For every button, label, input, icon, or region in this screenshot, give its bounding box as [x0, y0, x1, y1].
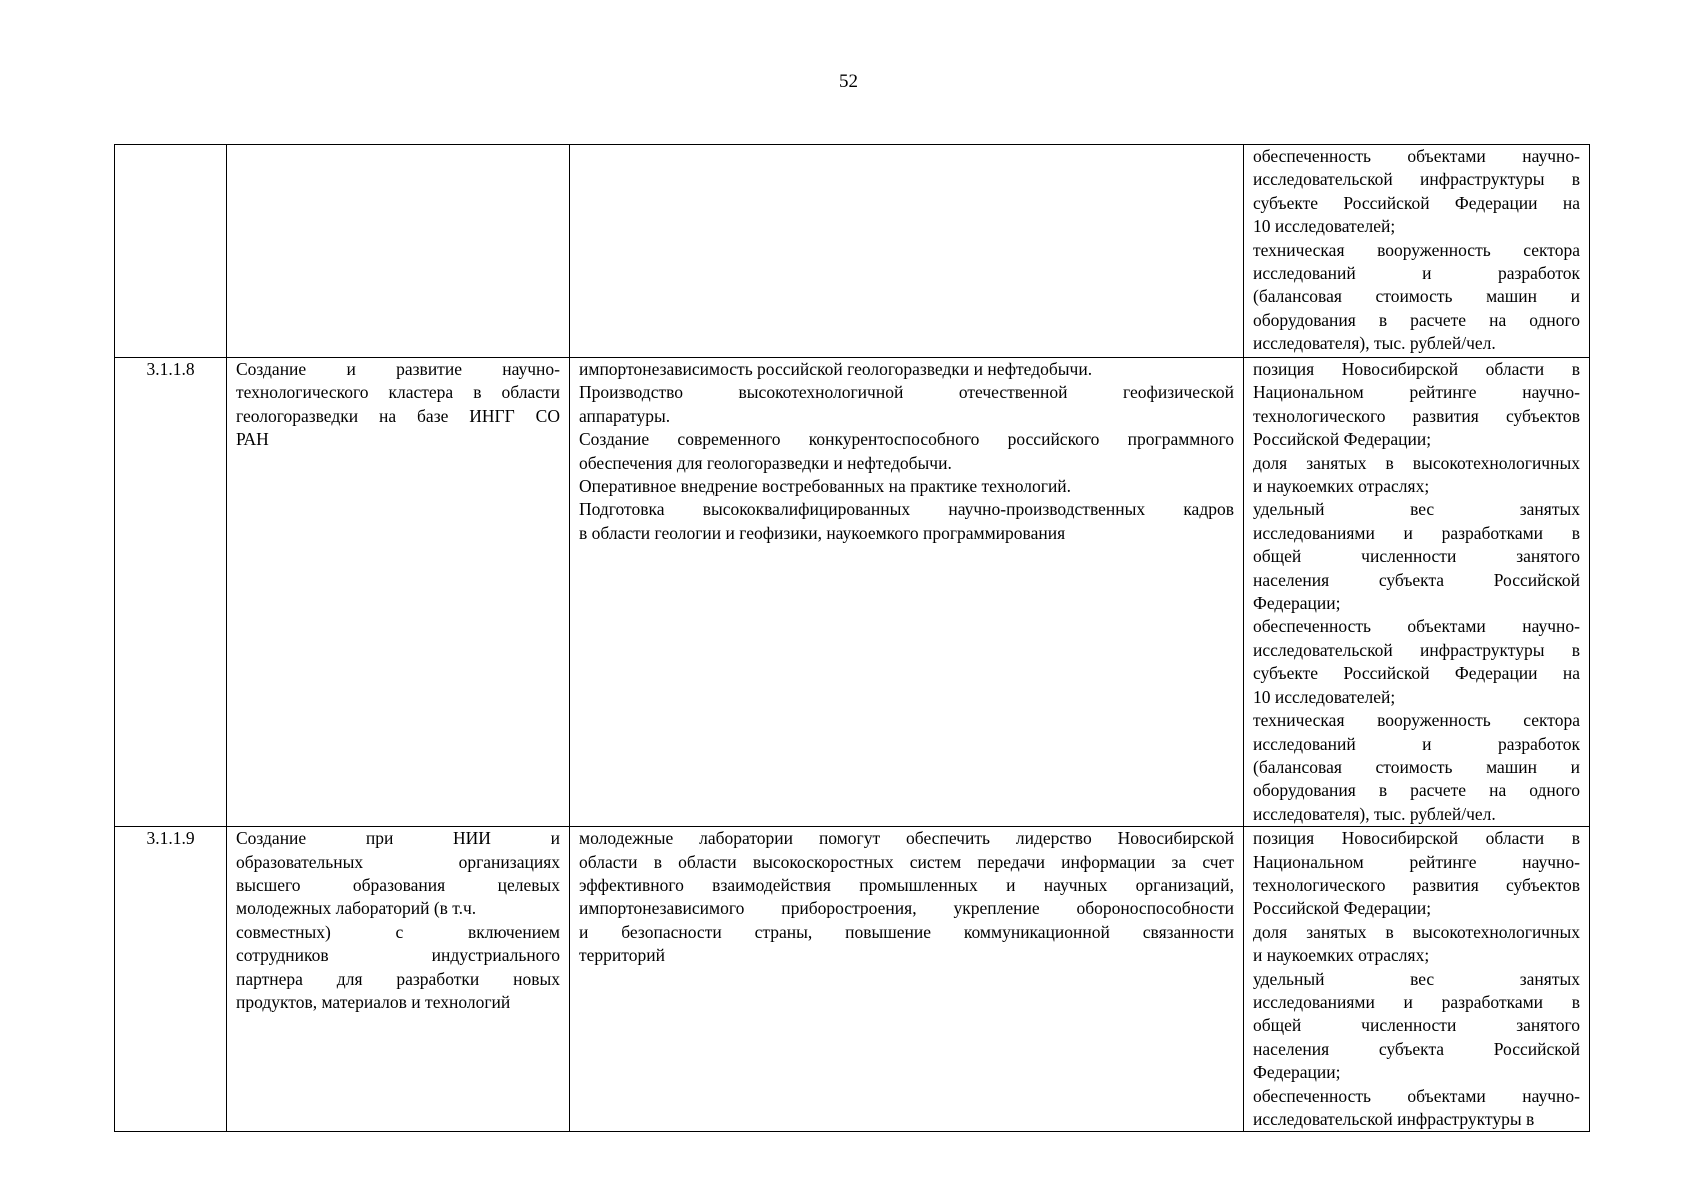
text-line: исследовательской инфраструктуры в [1253, 1109, 1535, 1129]
text-line: населения субъекта Российской [1253, 1038, 1580, 1059]
text-line: техническая вооруженность сектора [1253, 710, 1580, 731]
text-line: оборудования в расчете на одного [1253, 309, 1580, 330]
effect-description-cell [570, 827, 1244, 1132]
text-line: технологического кластера в области [236, 382, 560, 403]
table-row [115, 827, 1590, 1132]
text-line: молодежные лаборатории помогут обеспечить лидерство Новосибирской [579, 828, 1234, 849]
text-line: обеспеченность объектами научно- [1253, 616, 1580, 637]
text-line: исследовательской инфраструктуры в [1253, 639, 1580, 660]
text-line: Федерации; [1253, 593, 1341, 614]
text-line: субъекте Российской Федерации на [1253, 663, 1580, 684]
text-line: совместных) с включением [236, 921, 560, 942]
text-line: удельный вес занятых [1253, 499, 1580, 520]
measure-name-cell [227, 145, 570, 358]
text-line: и наукоемких отраслях; [1253, 476, 1430, 497]
text-line: Российской Федерации; [1253, 898, 1432, 919]
text-line: Создание современного конкурентоспособного российского программного [579, 429, 1234, 450]
text-line: оборудования в расчете на одного [1253, 780, 1580, 801]
text-line: обеспеченность объектами научно- [1253, 1085, 1580, 1106]
measures-table [114, 144, 1590, 1132]
text-line: Производство высокотехнологичной отечественной геофизической [579, 382, 1234, 403]
text-line: исследованиями и разработками в [1253, 991, 1580, 1012]
text-line: позиция Новосибирской области в [1253, 828, 1580, 849]
text-line: эффективного взаимодействия промышленных и научных организаций, [579, 874, 1234, 895]
text-line: исследований и разработок [1253, 263, 1580, 284]
indicators-cell [1244, 358, 1590, 827]
text-line: импортонезависимость российской геологоразведки и нефтедобычи. [579, 359, 1093, 379]
text-line: обеспеченность объектами научно- [1253, 146, 1580, 166]
text-line: исследователя), тыс. рублей/чел. [1253, 333, 1496, 354]
table-row [115, 358, 1590, 827]
indicators-cell [1244, 145, 1590, 358]
table-row [115, 145, 1590, 358]
text-line: обеспечения для геологоразведки и нефтедобычи. [579, 452, 952, 473]
text-line: в области геологии и геофизики, наукоемкого программирования [579, 522, 1066, 543]
effect-description-cell [570, 358, 1244, 827]
text-line: позиция Новосибирской области в [1253, 359, 1580, 379]
text-line: доля занятых в высокотехнологичных [1253, 921, 1580, 942]
measure-name-cell [227, 827, 570, 1132]
text-line: удельный вес занятых [1253, 968, 1580, 989]
measure-name-cell [227, 358, 570, 827]
text-line: молодежных лабораторий (в т.ч. [236, 898, 477, 919]
text-line: образовательных организациях [236, 851, 560, 872]
text-line: территорий [579, 945, 665, 966]
text-line: Федерации; [1253, 1062, 1341, 1083]
row-number-cell: 3.1.1.8 [115, 358, 227, 827]
text-line: субъекте Российской Федерации на [1253, 192, 1580, 213]
text-line: Подготовка высококвалифицированных научно-производственных кадров [579, 499, 1234, 520]
effect-description-cell [570, 145, 1244, 358]
text-line: доля занятых в высокотехнологичных [1253, 452, 1580, 473]
text-line: Национальном рейтинге научно- [1253, 382, 1580, 403]
text-line: исследователя), тыс. рублей/чел. [1253, 803, 1496, 824]
text-line: партнера для разработки новых [236, 968, 560, 989]
text-line: импортонезависимого приборостроения, укрепление обороноспособности [579, 898, 1234, 919]
text-line: (балансовая стоимость машин и [1253, 286, 1580, 307]
text-line: продуктов, материалов и технологий [236, 991, 511, 1012]
text-line: общей численности занятого [1253, 1015, 1580, 1036]
text-line: РАН [236, 429, 269, 450]
text-line: геологоразведки на базе ИНГГ СО [236, 405, 560, 426]
table-body [115, 145, 1590, 1132]
text-line: 10 исследователей; [1253, 216, 1396, 237]
text-line: исследованиями и разработками в [1253, 522, 1580, 543]
text-line: технологического развития субъектов [1253, 405, 1580, 426]
row-number-cell: 3.1.1.9 [115, 827, 227, 1132]
text-line: Создание при НИИ и [236, 828, 560, 849]
text-line: населения субъекта Российской [1253, 569, 1580, 590]
indicators-cell [1244, 827, 1590, 1132]
text-line: 10 исследователей; [1253, 686, 1396, 707]
text-line: техническая вооруженность сектора [1253, 239, 1580, 260]
text-line: исследовательской инфраструктуры в [1253, 169, 1580, 190]
text-line: Оперативное внедрение востребованных на практике технологий. [579, 476, 1072, 497]
text-line: общей численности занятого [1253, 546, 1580, 567]
text-line: Создание и развитие научно- [236, 359, 560, 379]
text-line: аппаратуры. [579, 405, 671, 426]
text-line: Российской Федерации; [1253, 429, 1432, 450]
text-line: сотрудников индустриального [236, 945, 560, 966]
text-line: и безопасности страны, повышение коммуникационной связанности [579, 921, 1234, 942]
text-line: Национальном рейтинге научно- [1253, 851, 1580, 872]
text-line: и наукоемких отраслях; [1253, 945, 1430, 966]
text-line: (балансовая стоимость машин и [1253, 756, 1580, 777]
row-number-cell [115, 145, 227, 358]
page-number: 52 [839, 71, 858, 92]
text-line: высшего образования целевых [236, 874, 560, 895]
text-line: области в области высокоскоростных систем передачи информации за счет [579, 851, 1234, 872]
text-line: исследований и разработок [1253, 733, 1580, 754]
text-line: технологического развития субъектов [1253, 874, 1580, 895]
